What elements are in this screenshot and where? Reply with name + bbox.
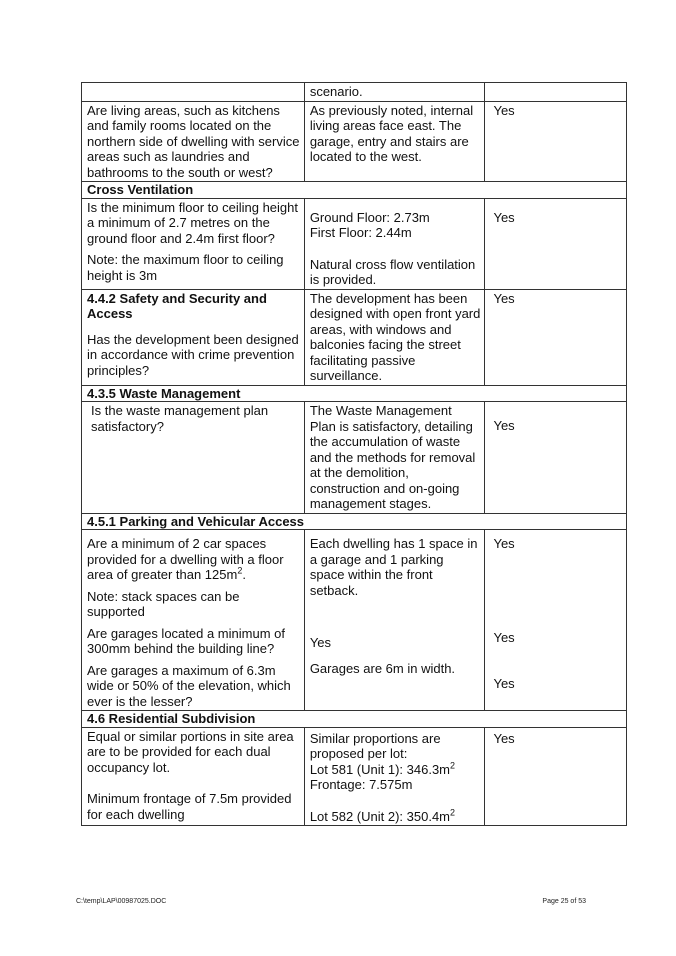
table-row xyxy=(82,101,627,182)
section-heading: 4.3.5 Waste Management xyxy=(82,385,627,402)
criteria-cell xyxy=(82,83,305,102)
table-row xyxy=(82,402,627,514)
section-heading: 4.5.1 Parking and Vehicular Access xyxy=(82,513,627,530)
compliance-value: Yes xyxy=(493,290,515,306)
table-row xyxy=(82,530,627,711)
criteria-cell xyxy=(82,402,305,514)
comment-cell xyxy=(304,101,485,182)
lot-area-text: Lot 581 (Unit 1): 346.3m xyxy=(309,761,451,777)
superscript: 2 xyxy=(237,565,243,576)
section-heading-row xyxy=(82,385,627,402)
section-heading: Cross Ventilation xyxy=(82,182,627,199)
criteria-text: Are living areas, such as kitchens and family rooms located on the northern side of dwelling with service areas such as laundries and bathrooms to the south or west? xyxy=(87,102,300,180)
criteria-cell xyxy=(82,198,305,289)
compliance-cell xyxy=(485,402,627,514)
table-row xyxy=(82,83,627,102)
comment-text: Yes xyxy=(309,635,332,650)
criteria-text xyxy=(87,536,300,583)
comment-text: Similar proportions are proposed per lot: xyxy=(309,730,441,761)
comment-text: scenario. xyxy=(309,84,363,99)
criteria-text-main: Are a minimum of 2 car spaces provided for a dwelling with a floor area of greater than 125m xyxy=(87,536,284,582)
comment-text xyxy=(310,762,481,778)
criteria-cell xyxy=(82,530,305,711)
criteria-text: Equal or similar portions in site area are to be provided for each dual occupancy lot. xyxy=(87,728,294,775)
criteria-cell xyxy=(82,727,305,826)
compliance-value: Yes xyxy=(493,209,515,225)
table-row xyxy=(82,198,627,289)
criteria-cell xyxy=(82,289,305,385)
comment-text: Frontage: 7.575m xyxy=(309,777,413,792)
section-heading-row xyxy=(82,711,627,728)
compliance-value: Yes xyxy=(493,676,515,691)
footer-page-number: Page 25 of 53 xyxy=(542,898,586,905)
comment-text: The Waste Management Plan is satisfactory, detailing the accumulation of waste and the methods for removal at the demolition, construction and on-going management stages. xyxy=(309,403,476,511)
criteria-text: Is the minimum floor to ceiling height a minimum of 2.7 metres on the ground floor and 2.4m first floor? xyxy=(87,199,298,246)
comment-text: The development has been designed with open front yard areas, with windows and balconies facing the street facilitating passive surveillance. xyxy=(309,290,481,383)
note-text: Note: the maximum floor to ceiling height is 3m xyxy=(87,252,284,283)
compliance-value: Yes xyxy=(493,629,515,645)
criteria-text: Are garages a maximum of 6.3m wide or 50% of the elevation, which ever is the lesser? xyxy=(87,662,291,709)
compliance-cell xyxy=(485,83,627,102)
comment-text: As previously noted, internal living areas face east. The garage, entry and stairs are located to the west. xyxy=(309,102,474,164)
compliance-value: Yes xyxy=(493,730,515,746)
compliance-cell xyxy=(485,101,627,182)
table-row xyxy=(82,727,627,826)
table-row xyxy=(82,289,627,385)
superscript: 2 xyxy=(450,760,456,771)
criteria-text: Has the development been designed in accordance with crime prevention principles? xyxy=(87,331,299,378)
superscript: 2 xyxy=(450,807,456,818)
criteria-text: Are garages located a minimum of 300mm behind the building line? xyxy=(87,625,285,656)
assessment-table xyxy=(81,82,627,826)
compliance-value: Yes xyxy=(493,536,515,551)
compliance-cell xyxy=(485,727,627,826)
compliance-value: Yes xyxy=(493,102,515,118)
section-heading: 4.4.2 Safety and Security and Access xyxy=(87,290,267,321)
footer-file-path: C:\temp\LAP\00987025.DOC xyxy=(76,898,167,905)
comment-cell xyxy=(304,727,485,826)
comment-cell xyxy=(304,198,485,289)
note-text: Note: stack spaces can be supported xyxy=(87,588,240,619)
comment-text: Garages are 6m in width. xyxy=(309,660,456,676)
criteria-text-end: . xyxy=(242,567,246,582)
comment-cell xyxy=(304,289,485,385)
compliance-cell xyxy=(485,198,627,289)
comment-text xyxy=(310,809,481,825)
comment-cell xyxy=(304,530,485,711)
criteria-text: Minimum frontage of 7.5m provided for each dwelling xyxy=(87,791,292,822)
criteria-cell xyxy=(82,101,305,182)
comment-cell xyxy=(304,402,485,514)
criteria-text: Is the waste management plan satisfactory? xyxy=(91,403,269,434)
lot-area-text: Lot 582 (Unit 2): 350.4m xyxy=(309,808,451,824)
comment-text: Each dwelling has 1 space in a garage and 1 parking space within the front setback. xyxy=(309,536,478,598)
section-heading-row xyxy=(82,182,627,199)
comment-text: Ground Floor: 2.73m First Floor: 2.44m xyxy=(309,209,430,240)
comment-cell xyxy=(304,83,485,102)
section-heading: 4.6 Residential Subdivision xyxy=(82,711,627,728)
compliance-cell xyxy=(485,289,627,385)
comment-text: Natural cross flow ventilation is provided. xyxy=(309,256,476,287)
section-heading-row xyxy=(82,513,627,530)
compliance-cell xyxy=(485,530,627,711)
compliance-value: Yes xyxy=(493,418,515,433)
